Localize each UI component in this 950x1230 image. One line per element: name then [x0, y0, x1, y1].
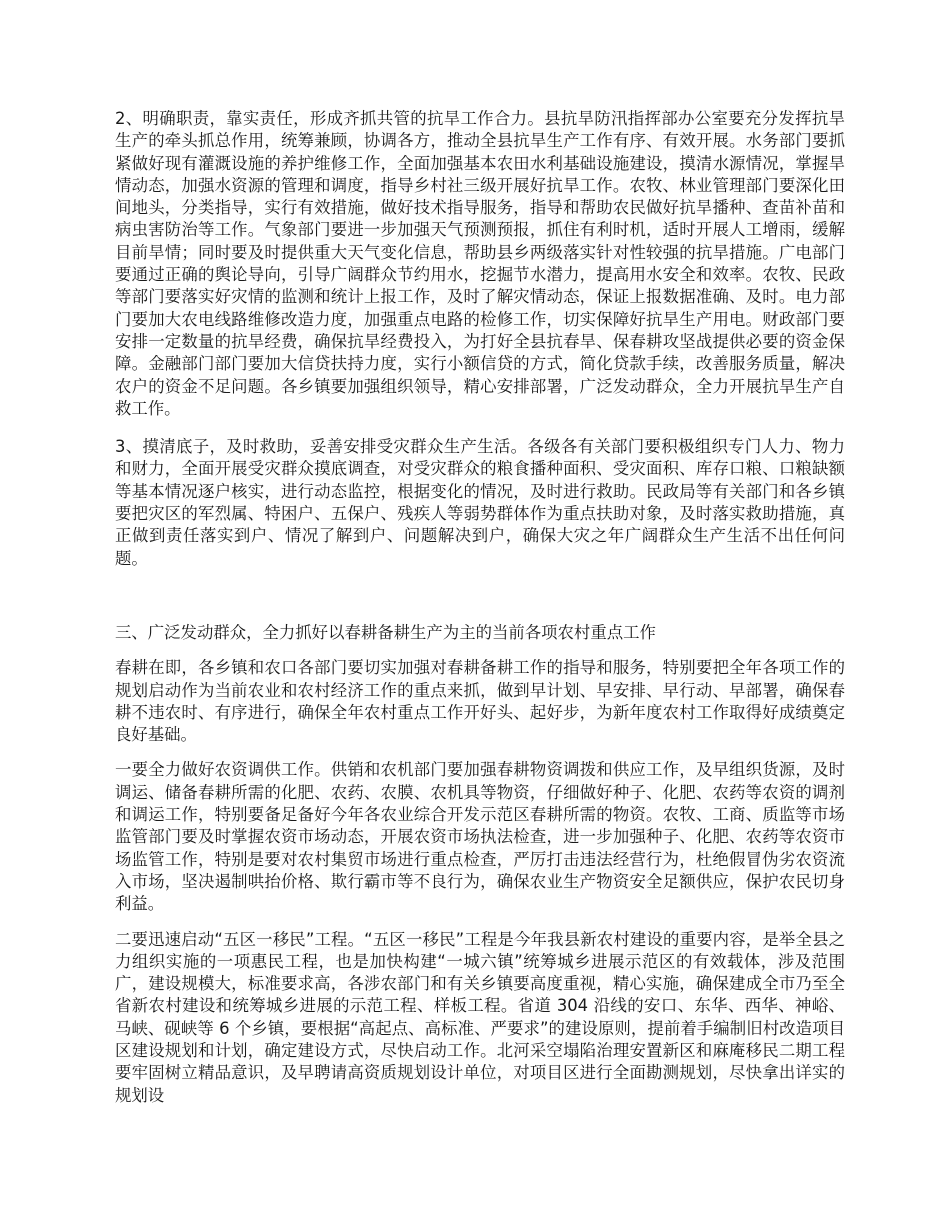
document-page: [115, 108, 845, 1107]
paragraph-disaster-relief: 3、摸清底子，及时救助，妥善安排受灾群众生产生活。各级各有关部门要积极组织专门人力、物力和财力，全面开展受灾群众摸底调查，对受灾群众的粮食播种面积、受灾面积、库存口粮、口粮缺额等基本情况逐户核实，进行动态监控，根据变化的情况，及时进行救助。民政局等有关部门和各乡镇要把灾区的军烈属、特困户、五保户、残疾人等弱势群体作为重点扶助对象，及时落实救助措施，真正做到责任落实到户、情况了解到户、问题解决到户，确保大灾之年广阔群众生产生活不出任何问题。: [115, 437, 845, 568]
paragraph-clarify-responsibilities: 2、明确职责，靠实责任，形成齐抓共管的抗旱工作合力。县抗旱防汛指挥部办公室要充分发挥抗旱生产的牵头抓总作用，统筹兼顾，协调各方，推动全县抗旱生产工作有序、有效开展。水务部门要抓紧做好现有灌溉设施的养护维修工作，全面加强基本农田水利基础设施建设，摸清水源情况，掌握旱情动态，加强水资源的管理和调度，指导乡村社三级开展好抗旱工作。农牧、林业管理部门要深化田间地头，分类指导，实行有效措施，做好技术指导服务，指导和帮助农民做好抗旱播种、查苗补苗和病虫害防治等工作。气象部门要进一步加强天气预测预报，抓住有利时机，适时开展人工增雨，缓解目前旱情；同时要及时提供重大天气变化信息，帮助县乡两级落实针对性较强的抗旱措施。广电部门要通过正确的舆论导向，引导广阔群众节约用水，挖掘节水潜力，提高用水安全和效率。农牧、民政等部门要落实好灾情的监测和统计上报工作，及时了解灾情动态，保证上报数据准确、及时。电力部门要加大农电线路维修改造力度，加强重点电路的检修工作，切实保障好抗旱生产用电。财政部门要安排一定数量的抗旱经费，确保抗旱经费投入，为打好全县抗春旱、保春耕攻坚战提供必要的资金保障。金融部门部门要加大信贷扶持力度，实行小额信贷的方式，简化贷款手续，改善服务质量，解决农户的资金不足问题。各乡镇要加强组织领导，精心安排部署，广泛发动群众，全力开展抗旱生产自救工作。: [115, 109, 845, 418]
section-heading: 三、广泛发动群众，全力抓好以春耕备耕生产为主的当前各项农村重点工作: [115, 622, 656, 642]
paragraph-five-zones-project: 二要迅速启动“五区一移民”工程。“五区一移民”工程是今年我县新农村建设的重要内容，是举全县之力组织实施的一项惠民工程，也是加快构建“一城六镇”统筹城乡进展示范区的有效载体，涉及范围广，建设规模大，标准要求高，各涉农部门和有关乡镇要高度重视，精心实施，确保建成全市乃至全省新农村建设和统筹城乡进展的示范工程、样板工程。省道 304 沿线的安口、东华、西华、神峪、马峡、砚峡等 6 个乡镇，要根据“高起点、高标准、严要求”的建设原则，提前着手编制旧村改造项目区建设规划和计划，确定建设方式，尽快启动工作。北河采空塌陷治理安置新区和麻庵移民二期工程要牢固树立精品意识，及早聘请高资质规划设计单位，对项目区进行全面勘测规划，尽快拿出详实的规划设: [115, 929, 845, 1105]
paragraph-agri-supplies: 一要全力做好农资调供工作。供销和农机部门要加强春耕物资调拨和供应工作，及早组织货源，及时调运、储备春耕所需的化肥、农药、农膜、农机具等物资，仔细做好种子、化肥、农药等农资的调剂和调运工作，特别要备足备好今年各农业综合开发示范区春耕所需的物资。农牧、工商、质监等市场监管部门要及时掌握农资市场动态，开展农资市场执法检查，进一步加强种子、化肥、农药等农资市场监管工作，特别是要对农村集贸市场进行重点检查，严厉打击违法经营行为，杜绝假冒伪劣农资流入市场，坚决遏制哄抬价格、欺行霸市等不良行为，确保农业生产物资安全足额供应，保护农民切身利益。: [115, 760, 845, 914]
paragraph-spring-plowing: 春耕在即，各乡镇和农口各部门要切实加强对春耕备耕工作的指导和服务，特别要把全年各项工作的规划启动作为当前农业和农村经济工作的重点来抓，做到早计划、早安排、早行动、早部署，确保春耕不违农时、有序进行，确保全年农村重点工作开好头、起好步，为新年度农村工作取得好成绩奠定良好基础。: [115, 658, 845, 745]
